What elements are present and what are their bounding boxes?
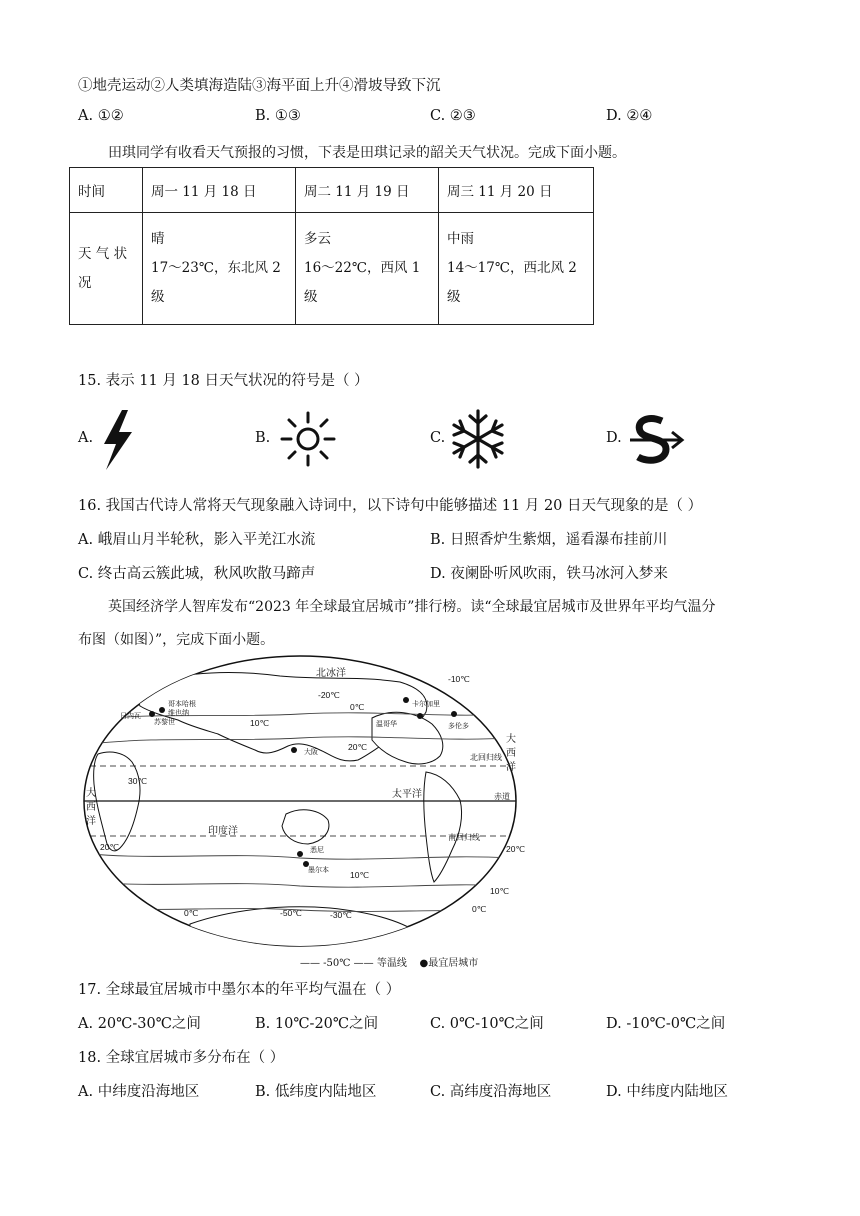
tropic-capricorn-label: 南回归线	[448, 833, 480, 842]
pacific-ocean-label: 太平洋	[392, 789, 422, 800]
city-dot	[297, 851, 303, 857]
svg-text:洋: 洋	[86, 816, 96, 827]
q18-option-c[interactable]: C. 高纬度沿海地区	[430, 1084, 552, 1100]
city-dot	[159, 707, 165, 713]
lightning-icon[interactable]	[98, 408, 138, 472]
q15-option-c-label[interactable]: C.	[430, 430, 446, 446]
svg-text:大: 大	[506, 734, 516, 745]
svg-text:苏黎世: 苏黎世	[154, 719, 175, 726]
weather-table	[69, 167, 594, 325]
q16-option-b[interactable]: B. 日照香炉生紫烟，遥看瀑布挂前川	[430, 532, 668, 548]
arctic-ocean-label: 北冰洋	[316, 668, 346, 679]
q18-stem: 18. 全球宜居城市多分布在（ ）	[78, 1050, 285, 1066]
q17-option-c[interactable]: C. 0℃-10℃之间	[430, 1016, 544, 1032]
city-dot	[417, 713, 423, 719]
table-cell-tue: 多云 16～22℃，西风 1 级	[296, 213, 439, 325]
wind-storm-icon[interactable]	[626, 413, 686, 467]
table-cell-mon: 晴 17～23℃，东北风 2 级	[143, 213, 296, 325]
q14-option-a[interactable]: A. ①②	[78, 108, 124, 124]
q15-option-a-label[interactable]: A.	[78, 430, 94, 446]
snowflake-icon[interactable]	[448, 408, 508, 470]
table-header-time: 时间	[70, 168, 143, 213]
q15-option-d-label[interactable]: D.	[606, 430, 622, 446]
equator-label: 赤道	[494, 792, 510, 801]
world-temperature-map	[80, 654, 526, 952]
q16-option-a[interactable]: A. 峨眉山月半轮秋，影入平羌江水流	[78, 532, 316, 548]
city-dot	[403, 697, 409, 703]
legend-isotherm: —— -50℃ —— 等温线	[300, 958, 407, 969]
q14-option-b[interactable]: B. ①③	[255, 108, 301, 124]
svg-text:0℃: 0℃	[350, 702, 365, 712]
svg-text:10℃: 10℃	[250, 718, 270, 728]
q16-option-d[interactable]: D. 夜阑卧听风吹雨，铁马冰河入梦来	[430, 566, 668, 582]
city-dot	[291, 747, 297, 753]
q17-option-a[interactable]: A. 20℃-30℃之间	[78, 1016, 201, 1032]
q17-option-b[interactable]: B. 10℃-20℃之间	[255, 1016, 379, 1032]
svg-text:-50℃: -50℃	[280, 908, 302, 918]
svg-text:30℃: 30℃	[128, 776, 148, 786]
q17-option-d[interactable]: D. -10℃-0℃之间	[606, 1016, 726, 1032]
table-header-wed: 周三 11 月 20 日	[439, 168, 594, 213]
map-intro-1: 英国经济学人智库发布“2023 年全球最宜居城市”排行榜。读“全球最宜居城市及世界年平均气温分	[108, 599, 716, 615]
q14-option-c[interactable]: C. ②③	[430, 108, 476, 124]
svg-text:洋: 洋	[506, 762, 516, 773]
tropic-cancer-label: 北回归线	[470, 753, 502, 762]
table-header-tue: 周二 11 月 19 日	[296, 168, 439, 213]
svg-text:大: 大	[86, 788, 96, 799]
svg-text:10℃: 10℃	[490, 886, 510, 896]
q16-stem: 16. 我国古代诗人常将天气现象融入诗词中，以下诗句中能够描述 11 月 20 日天气现象的是（ ）	[78, 498, 703, 514]
svg-text:-30℃: -30℃	[330, 910, 352, 920]
svg-text:大阪: 大阪	[304, 749, 318, 756]
svg-text:卡尔加里: 卡尔加里	[412, 701, 440, 708]
svg-text:西: 西	[86, 802, 96, 813]
svg-text:-10℃: -10℃	[448, 674, 470, 684]
q14-option-d[interactable]: D. ②④	[606, 108, 653, 124]
svg-text:哥本哈根: 哥本哈根	[168, 701, 196, 708]
svg-text:西: 西	[506, 748, 516, 759]
q15-stem: 15. 表示 11 月 18 日天气状况的符号是（ ）	[78, 373, 369, 389]
svg-text:日内瓦: 日内瓦	[120, 713, 141, 720]
svg-text:温哥华: 温哥华	[376, 721, 397, 728]
q18-option-d[interactable]: D. 中纬度内陆地区	[606, 1084, 728, 1100]
svg-text:维也纳: 维也纳	[168, 710, 189, 717]
svg-text:0℃: 0℃	[472, 904, 487, 914]
q16-option-c[interactable]: C. 终古高云簇此城，秋风吹散马蹄声	[78, 566, 316, 582]
table-row-label: 天 气 状 况	[70, 213, 143, 325]
legend-city: ●最宜居城市	[419, 958, 479, 969]
table-cell-wed: 中雨 14～17℃，西北风 2 级	[439, 213, 594, 325]
q18-option-b[interactable]: B. 低纬度内陆地区	[255, 1084, 377, 1100]
q14-reasons: ①地壳运动②人类填海造陆③海平面上升④滑坡导致下沉	[78, 78, 441, 94]
svg-text:悉尼: 悉尼	[310, 847, 324, 854]
map-intro-2: 布图（如图）”，完成下面小题。	[78, 632, 275, 648]
map-legend	[300, 954, 478, 969]
city-dot	[451, 711, 457, 717]
svg-text:0℃: 0℃	[184, 908, 199, 918]
table-header-mon: 周一 11 月 18 日	[143, 168, 296, 213]
q18-option-a[interactable]: A. 中纬度沿海地区	[78, 1084, 200, 1100]
indian-ocean-label: 印度洋	[208, 826, 238, 837]
sun-icon[interactable]	[276, 409, 340, 469]
weather-intro: 田琪同学有收看天气预报的习惯，下表是田琪记录的韶关天气状况。完成下面小题。	[108, 145, 626, 161]
city-dot	[149, 711, 155, 717]
svg-text:-20℃: -20℃	[318, 690, 340, 700]
svg-text:20℃: 20℃	[348, 742, 368, 752]
svg-text:10℃: 10℃	[350, 870, 370, 880]
svg-text:20℃: 20℃	[100, 842, 120, 852]
svg-text:多伦多: 多伦多	[448, 723, 469, 730]
q17-stem: 17. 全球最宜居城市中墨尔本的年平均气温在（ ）	[78, 982, 401, 998]
svg-text:墨尔本: 墨尔本	[308, 867, 329, 874]
q15-option-b-label[interactable]: B.	[255, 430, 271, 446]
svg-text:20℃: 20℃	[506, 844, 526, 854]
